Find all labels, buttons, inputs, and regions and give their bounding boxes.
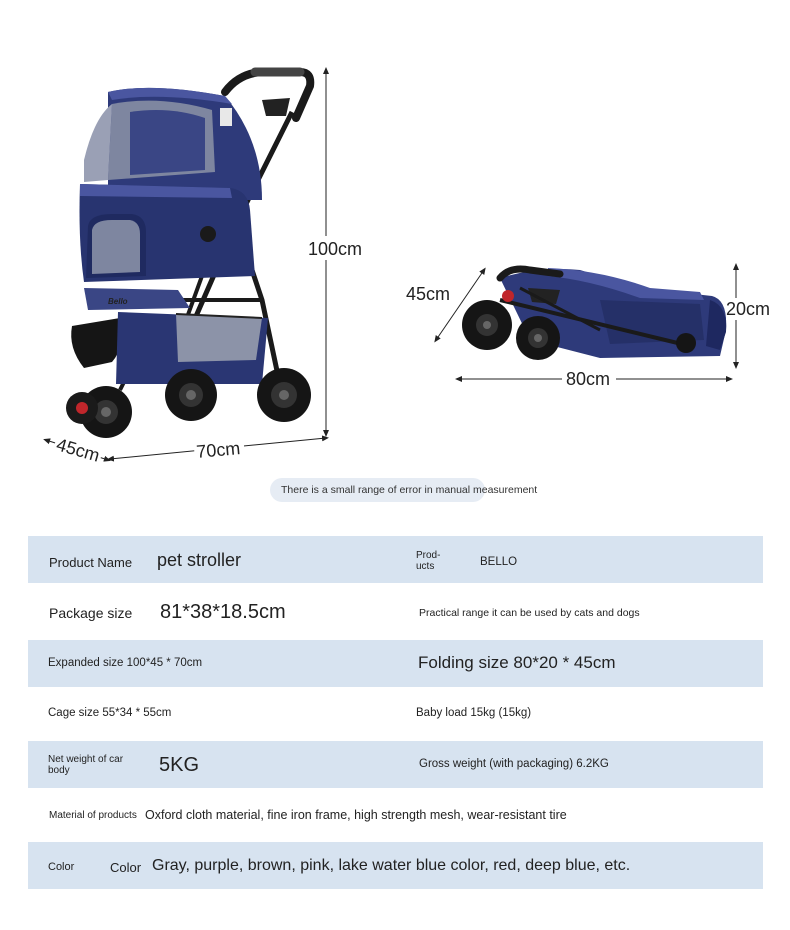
measurement-note: There is a small range of error in manual measurement xyxy=(270,478,485,502)
table-row xyxy=(28,640,763,687)
gross-weight-text: Gross weight (with packaging) 6.2KG xyxy=(419,758,609,770)
unfolded-depth-label: 45cm xyxy=(54,434,102,466)
folding-size-text: Folding size 80*20 * 45cm xyxy=(418,653,616,672)
folded-stroller-illustration xyxy=(462,268,726,360)
unfolded-height-label: 100cm xyxy=(308,239,363,259)
table-row xyxy=(28,690,763,737)
wheel xyxy=(516,316,560,360)
wheel xyxy=(676,333,696,353)
cage-size-text: Cage size 55*34 * 55cm xyxy=(48,707,172,719)
brand-mark: Bello xyxy=(108,297,128,306)
table-row xyxy=(28,741,763,788)
table-row xyxy=(28,842,763,889)
product-name-value: pet stroller xyxy=(157,550,242,570)
material-value: Oxford cloth material, fine iron frame, high strength mesh, wear-resistant tire xyxy=(145,808,567,822)
folded-length-label: 80cm xyxy=(566,369,611,389)
brand-value: BELLO xyxy=(480,556,518,568)
wheel xyxy=(462,300,512,350)
products-label: Prod- ucts xyxy=(416,550,441,572)
table-row xyxy=(28,791,763,838)
wheel xyxy=(66,392,98,424)
net-weight-label: Net weight of car body xyxy=(48,754,124,776)
net-weight-value: 5KG xyxy=(159,754,200,776)
color-label: Color xyxy=(48,861,75,873)
folded-depth-label: 45cm xyxy=(406,284,451,304)
color-sub-label: Color xyxy=(110,860,142,875)
baby-load-text: Baby load 15kg (15kg) xyxy=(416,707,532,719)
color-value: Gray, purple, brown, pink, lake water blue color, red, deep blue, etc. xyxy=(152,857,631,874)
package-size-value: 81*38*18.5cm xyxy=(160,601,286,623)
folded-height-label: 20cm xyxy=(726,299,771,319)
expanded-size-text: Expanded size 100*45 * 70cm xyxy=(48,657,203,669)
material-label: Material of products xyxy=(49,810,137,821)
practical-range-text: Practical range it can be used by cats and dogs xyxy=(419,607,640,619)
package-size-label: Package size xyxy=(49,605,133,621)
table-row xyxy=(28,536,763,583)
table-row xyxy=(28,588,763,635)
unfolded-stroller-illustration xyxy=(66,72,311,438)
product-name-label: Product Name xyxy=(49,555,133,570)
wheel xyxy=(165,369,217,421)
unfolded-length-label: 70cm xyxy=(195,438,242,462)
wheel xyxy=(257,368,311,422)
